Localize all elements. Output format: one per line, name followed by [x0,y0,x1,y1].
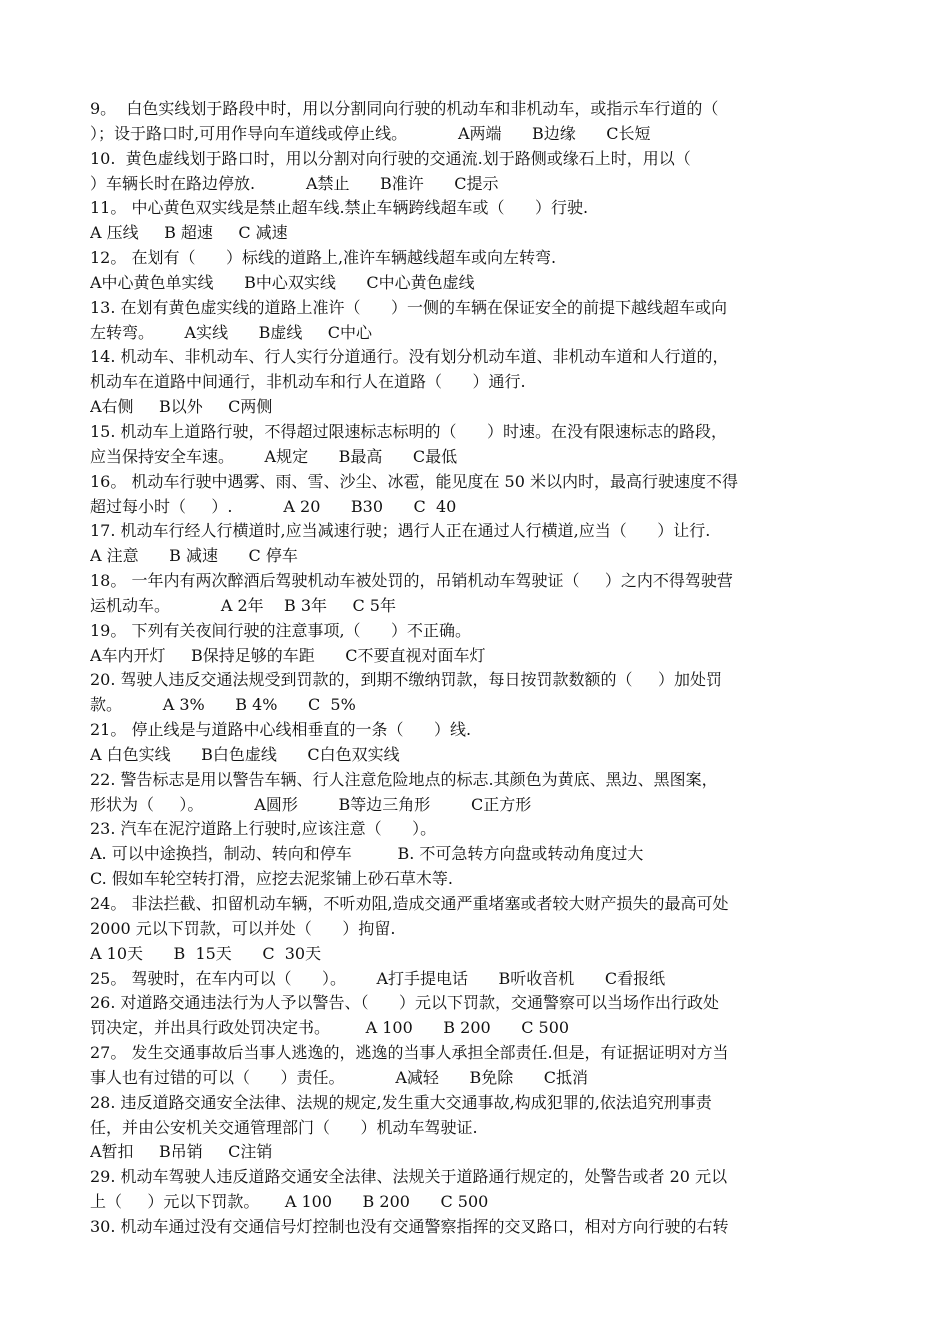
text-line: 罚决定，并出具行政处罚决定书。 A 100 B 200 C 500 [90,1018,570,1038]
text-line: A 白色实线 B白色虚线 C白色双实线 [90,744,400,764]
text-line: 11。 中心黄色双实线是禁止超车线.禁止车辆跨线超车或（ ）行驶. [90,198,589,218]
text-line: 25。 驾驶时，在车内可以（ ）。 A打手提电话 B听收音机 C看报纸 [90,968,666,988]
text-line: 13. 在划有黄色虚实线的道路上准许（ ）一侧的车辆在保证安全的前提下越线超车或向 [90,297,728,317]
text-line: 29. 机动车驾驶人违反道路交通安全法律、法规关于道路通行规定的，处警告或者 20 元以 [90,1167,728,1187]
text-line: C. 假如车轮空转打滑，应挖去泥浆铺上砂石草木等. [90,869,453,889]
text-line: 12。 在划有（ ）标线的道路上,准许车辆越线超车或向左转弯. [90,248,557,268]
text-line: 15. 机动车上道路行驶，不得超过限速标志标明的（ ）时速。在没有限速标志的路段， [90,421,728,441]
text-line: A 10天 B 15天 C 30天 [90,943,322,963]
text-line: 2000 元以下罚款，可以并处（ ）拘留. [90,918,396,938]
text-line: 18。 一年内有两次醉酒后驾驶机动车被处罚的，吊销机动车驾驶证（ ）之内不得驾驶营 [90,571,733,591]
text-line: 任，并由公安机关交通管理部门（ ）机动车驾驶证. [90,1117,478,1137]
text-line: A中心黄色单实线 B中心双实线 C中心黄色虚线 [90,272,475,292]
text-line: ）；设于路口时,可用作导向车道线或停止线。 A两端 B边缘 C长短 [90,123,651,143]
text-line: 24。 非法拦截、扣留机动车辆，不听劝阻,造成交通严重堵塞或者较大财产损失的最高可处 [90,894,729,913]
text-line: 23. 汽车在泥泞道路上行驶时,应该注意（ ）。 [90,819,437,839]
text-line: 左转弯。 A实线 B虚线 C中心 [90,322,373,342]
text-line: A右侧 B以外 C两侧 [90,397,273,417]
text-line: 30. 机动车通过没有交通信号灯控制也没有交通警察指挥的交叉路口，相对方向行驶的右转 [90,1216,729,1236]
text-line: 应当保持安全车速。 A规定 B最高 C最低 [90,446,458,466]
text-line: A暂扣 B吊销 C注销 [90,1142,273,1162]
text-line: 21。 停止线是与道路中心线相垂直的一条（ ）线. [90,720,472,740]
text-line: 19。 下列有关夜间行驶的注意事项,（ ）不正确。 [90,620,472,640]
text-line: 运机动车。 A 2年 B 3年 C 5年 [90,595,396,615]
text-line: 9。 白色实线划于路段中时，用以分割同向行驶的机动车和非机动车，或指示车行道的（ [90,99,719,118]
text-line: 14. 机动车、非机动车、行人实行分道通行。没有划分机动车道、非机动车道和人行道的， [90,347,729,367]
text-line: 形状为（ ）。 A圆形 B等边三角形 C正方形 [90,794,532,814]
text-line: 超过每小时（ ）. A 20 B30 C 40 [90,496,457,516]
text-line: 17. 机动车行经人行横道时,应当减速行驶；遇行人正在通过人行横道,应当（ ）让行. [90,521,711,541]
text-line: 款。 A 3% B 4% C 5% [90,695,356,715]
text-line: 10. 黄色虚线划于路口时，用以分割对向行驶的交通流.划于路侧或缘石上时，用以（ [90,148,691,168]
text-line: 22. 警告标志是用以警告车辆、行人注意危险地点的标志.其颜色为黄底、黑边、黑图案， [90,769,718,789]
text-line: ）车辆长时在路边停放. A禁止 B准许 C提示 [90,173,499,193]
text-line: 16。 机动车行驶中遇雾、雨、雪、沙尘、冰雹，能见度在 50 米以内时，最高行驶速度不得 [90,471,738,491]
text-line: 上（ ）元以下罚款。 A 100 B 200 C 500 [90,1192,489,1212]
text-line: 事人也有过错的可以（ ）责任。 A减轻 B免除 C抵消 [90,1067,588,1087]
text-line: A车内开灯 B保持足够的车距 C不要直视对面车灯 [90,645,486,665]
text-line: 机动车在道路中间通行，非机动车和行人在道路（ ）通行. [90,372,526,392]
text-line: A 注意 B 减速 C 停车 [90,546,298,566]
text-line: 27。 发生交通事故后当事人逃逸的，逃逸的当事人承担全部责任.但是，有证据证明对方当 [90,1043,729,1063]
text-line: A. 可以中途换挡，制动、转向和停车 B. 不可急转方向盘或转动角度过大 [90,844,644,864]
text-line: 28. 违反道路交通安全法律、法规的规定,发生重大交通事故,构成犯罪的,依法追究刑事责 [90,1092,712,1112]
text-line: 26. 对道路交通违法行为人予以警告、（ ）元以下罚款，交通警察可以当场作出行政处 [90,993,720,1013]
question-list [90,97,870,1240]
text-line: 20. 驾驶人违反交通法规受到罚款的，到期不缴纳罚款，每日按罚款数额的（ ）加处罚 [90,670,722,690]
text-line: A 压线 B 超速 C 减速 [90,223,288,243]
